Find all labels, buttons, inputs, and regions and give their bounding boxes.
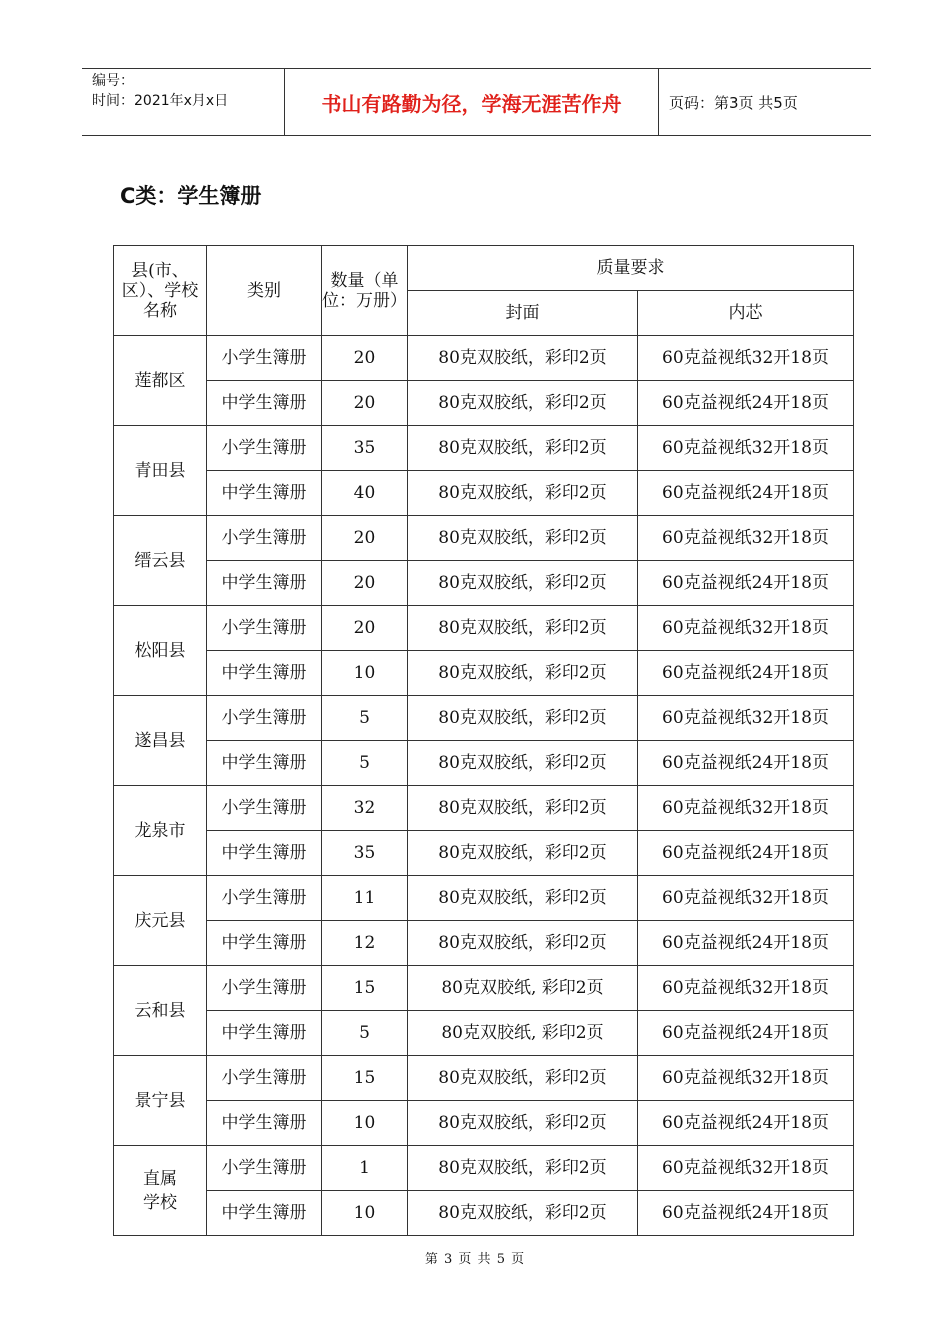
category-cell: 小学生簿册 — [207, 426, 322, 471]
category-cell: 中学生簿册 — [207, 1191, 322, 1236]
core-cell: 60克益视纸32开18页 — [638, 966, 854, 1011]
core-cell: 60克益视纸32开18页 — [638, 786, 854, 831]
quantity-cell: 20 — [322, 381, 408, 426]
cover-cell: 80克双胶纸，彩印2页 — [408, 606, 638, 651]
category-cell: 中学生簿册 — [207, 921, 322, 966]
core-cell: 60克益视纸24开18页 — [638, 741, 854, 786]
category-cell: 小学生簿册 — [207, 1056, 322, 1101]
county-name: 松阳县 — [114, 606, 207, 696]
category-cell: 小学生簿册 — [207, 606, 322, 651]
quantity-cell: 10 — [322, 1101, 408, 1146]
quantity-cell: 15 — [322, 966, 408, 1011]
header-cover: 封面 — [408, 291, 638, 336]
quantity-cell: 15 — [322, 1056, 408, 1101]
quantity-cell: 20 — [322, 336, 408, 381]
category-cell: 中学生簿册 — [207, 471, 322, 516]
core-cell: 60克益视纸32开18页 — [638, 426, 854, 471]
core-cell: 60克益视纸24开18页 — [638, 1101, 854, 1146]
cover-cell: 80克双胶纸，彩印2页 — [408, 831, 638, 876]
core-cell: 60克益视纸32开18页 — [638, 696, 854, 741]
core-cell: 60克益视纸24开18页 — [638, 921, 854, 966]
table-row — [114, 606, 854, 651]
table-row — [114, 786, 854, 831]
table-row — [114, 1146, 854, 1191]
quantity-cell: 20 — [322, 516, 408, 561]
quantity-cell: 11 — [322, 876, 408, 921]
core-cell: 60克益视纸24开18页 — [638, 1191, 854, 1236]
table-row — [114, 831, 854, 876]
cover-cell: 80克双胶纸，彩印2页 — [408, 696, 638, 741]
cover-cell: 80克双胶纸，彩印2页 — [408, 921, 638, 966]
quantity-cell: 20 — [322, 606, 408, 651]
table-row — [114, 1056, 854, 1101]
date-label: 时间：2021年x月x日 — [92, 93, 229, 109]
category-cell: 中学生簿册 — [207, 651, 322, 696]
quantity-cell: 5 — [322, 741, 408, 786]
cover-cell: 80克双胶纸，彩印2页 — [408, 1146, 638, 1191]
page-footer: 第 3 页 共 5 页 — [424, 1252, 526, 1267]
county-name: 景宁县 — [114, 1056, 207, 1146]
table-row — [114, 561, 854, 606]
table-row — [114, 696, 854, 741]
cover-cell: 80克双胶纸，彩印2页 — [408, 1101, 638, 1146]
core-cell: 60克益视纸24开18页 — [638, 1011, 854, 1056]
county-name: 直属学校 — [114, 1146, 207, 1236]
category-cell: 中学生簿册 — [207, 561, 322, 606]
category-cell: 小学生簿册 — [207, 966, 322, 1011]
core-cell: 60克益视纸32开18页 — [638, 606, 854, 651]
header-category: 类别 — [207, 246, 322, 336]
cover-cell: 80克双胶纸，彩印2页 — [408, 1056, 638, 1101]
header-core: 内芯 — [638, 291, 854, 336]
table-row — [114, 471, 854, 516]
core-cell: 60克益视纸24开18页 — [638, 831, 854, 876]
cover-cell: 80克双胶纸，彩印2页 — [408, 336, 638, 381]
table-row — [114, 1191, 854, 1236]
quantity-cell: 35 — [322, 426, 408, 471]
core-cell: 60克益视纸24开18页 — [638, 471, 854, 516]
booklet-table — [113, 245, 854, 1236]
category-cell: 小学生簿册 — [207, 516, 322, 561]
header-county: 县(市、区）、学校名称 — [114, 246, 207, 336]
table-row — [114, 426, 854, 471]
core-cell: 60克益视纸32开18页 — [638, 336, 854, 381]
category-cell: 小学生簿册 — [207, 336, 322, 381]
quantity-cell: 12 — [322, 921, 408, 966]
core-cell: 60克益视纸24开18页 — [638, 651, 854, 696]
core-cell: 60克益视纸32开18页 — [638, 876, 854, 921]
quantity-cell: 35 — [322, 831, 408, 876]
core-cell: 60克益视纸32开18页 — [638, 1146, 854, 1191]
category-cell: 中学生簿册 — [207, 741, 322, 786]
page-header — [82, 68, 871, 136]
county-name: 庆元县 — [114, 876, 207, 966]
table-row — [114, 381, 854, 426]
category-cell: 小学生簿册 — [207, 696, 322, 741]
section-title: C类：学生簿册 — [120, 184, 262, 208]
cover-cell: 80克双胶纸, 彩印2页 — [408, 1011, 638, 1056]
quantity-cell: 40 — [322, 471, 408, 516]
category-cell: 小学生簿册 — [207, 876, 322, 921]
quantity-cell: 1 — [322, 1146, 408, 1191]
table-row — [114, 1011, 854, 1056]
category-cell: 小学生簿册 — [207, 1146, 322, 1191]
table-row — [114, 1101, 854, 1146]
header-quality: 质量要求 — [408, 246, 854, 291]
county-name: 缙云县 — [114, 516, 207, 606]
table-row — [114, 651, 854, 696]
header-meta — [82, 69, 284, 135]
cover-cell: 80克双胶纸，彩印2页 — [408, 1191, 638, 1236]
core-cell: 60克益视纸32开18页 — [638, 1056, 854, 1101]
header-quantity: 数量（单位：万册） — [322, 246, 408, 336]
table-body — [114, 336, 854, 1236]
core-cell: 60克益视纸24开18页 — [638, 561, 854, 606]
quantity-cell: 5 — [322, 1011, 408, 1056]
table-row — [114, 741, 854, 786]
header-page-info: 页码：第3页 共5页 — [669, 93, 798, 112]
quantity-cell: 32 — [322, 786, 408, 831]
table-row — [114, 966, 854, 1011]
category-cell: 中学生簿册 — [207, 1011, 322, 1056]
county-name: 龙泉市 — [114, 786, 207, 876]
table-row — [114, 921, 854, 966]
cover-cell: 80克双胶纸，彩印2页 — [408, 381, 638, 426]
quantity-cell: 10 — [322, 651, 408, 696]
table-row — [114, 876, 854, 921]
cover-cell: 80克双胶纸，彩印2页 — [408, 876, 638, 921]
county-name: 莲都区 — [114, 336, 207, 426]
table-row — [114, 516, 854, 561]
core-cell: 60克益视纸32开18页 — [638, 516, 854, 561]
number-label: 编号： — [92, 73, 134, 89]
category-cell: 小学生簿册 — [207, 786, 322, 831]
quantity-cell: 5 — [322, 696, 408, 741]
cover-cell: 80克双胶纸, 彩印2页 — [408, 966, 638, 1011]
table-row — [114, 336, 854, 381]
county-name: 云和县 — [114, 966, 207, 1056]
header-motto: 书山有路勤为径，学海无涯苦作舟 — [284, 69, 659, 135]
category-cell: 中学生簿册 — [207, 381, 322, 426]
cover-cell: 80克双胶纸，彩印2页 — [408, 471, 638, 516]
cover-cell: 80克双胶纸，彩印2页 — [408, 741, 638, 786]
cover-cell: 80克双胶纸，彩印2页 — [408, 426, 638, 471]
quantity-cell: 20 — [322, 561, 408, 606]
core-cell: 60克益视纸24开18页 — [638, 381, 854, 426]
cover-cell: 80克双胶纸，彩印2页 — [408, 516, 638, 561]
category-cell: 中学生簿册 — [207, 831, 322, 876]
cover-cell: 80克双胶纸，彩印2页 — [408, 651, 638, 696]
county-name: 青田县 — [114, 426, 207, 516]
category-cell: 中学生簿册 — [207, 1101, 322, 1146]
county-name: 遂昌县 — [114, 696, 207, 786]
quantity-cell: 10 — [322, 1191, 408, 1236]
cover-cell: 80克双胶纸，彩印2页 — [408, 561, 638, 606]
cover-cell: 80克双胶纸，彩印2页 — [408, 786, 638, 831]
